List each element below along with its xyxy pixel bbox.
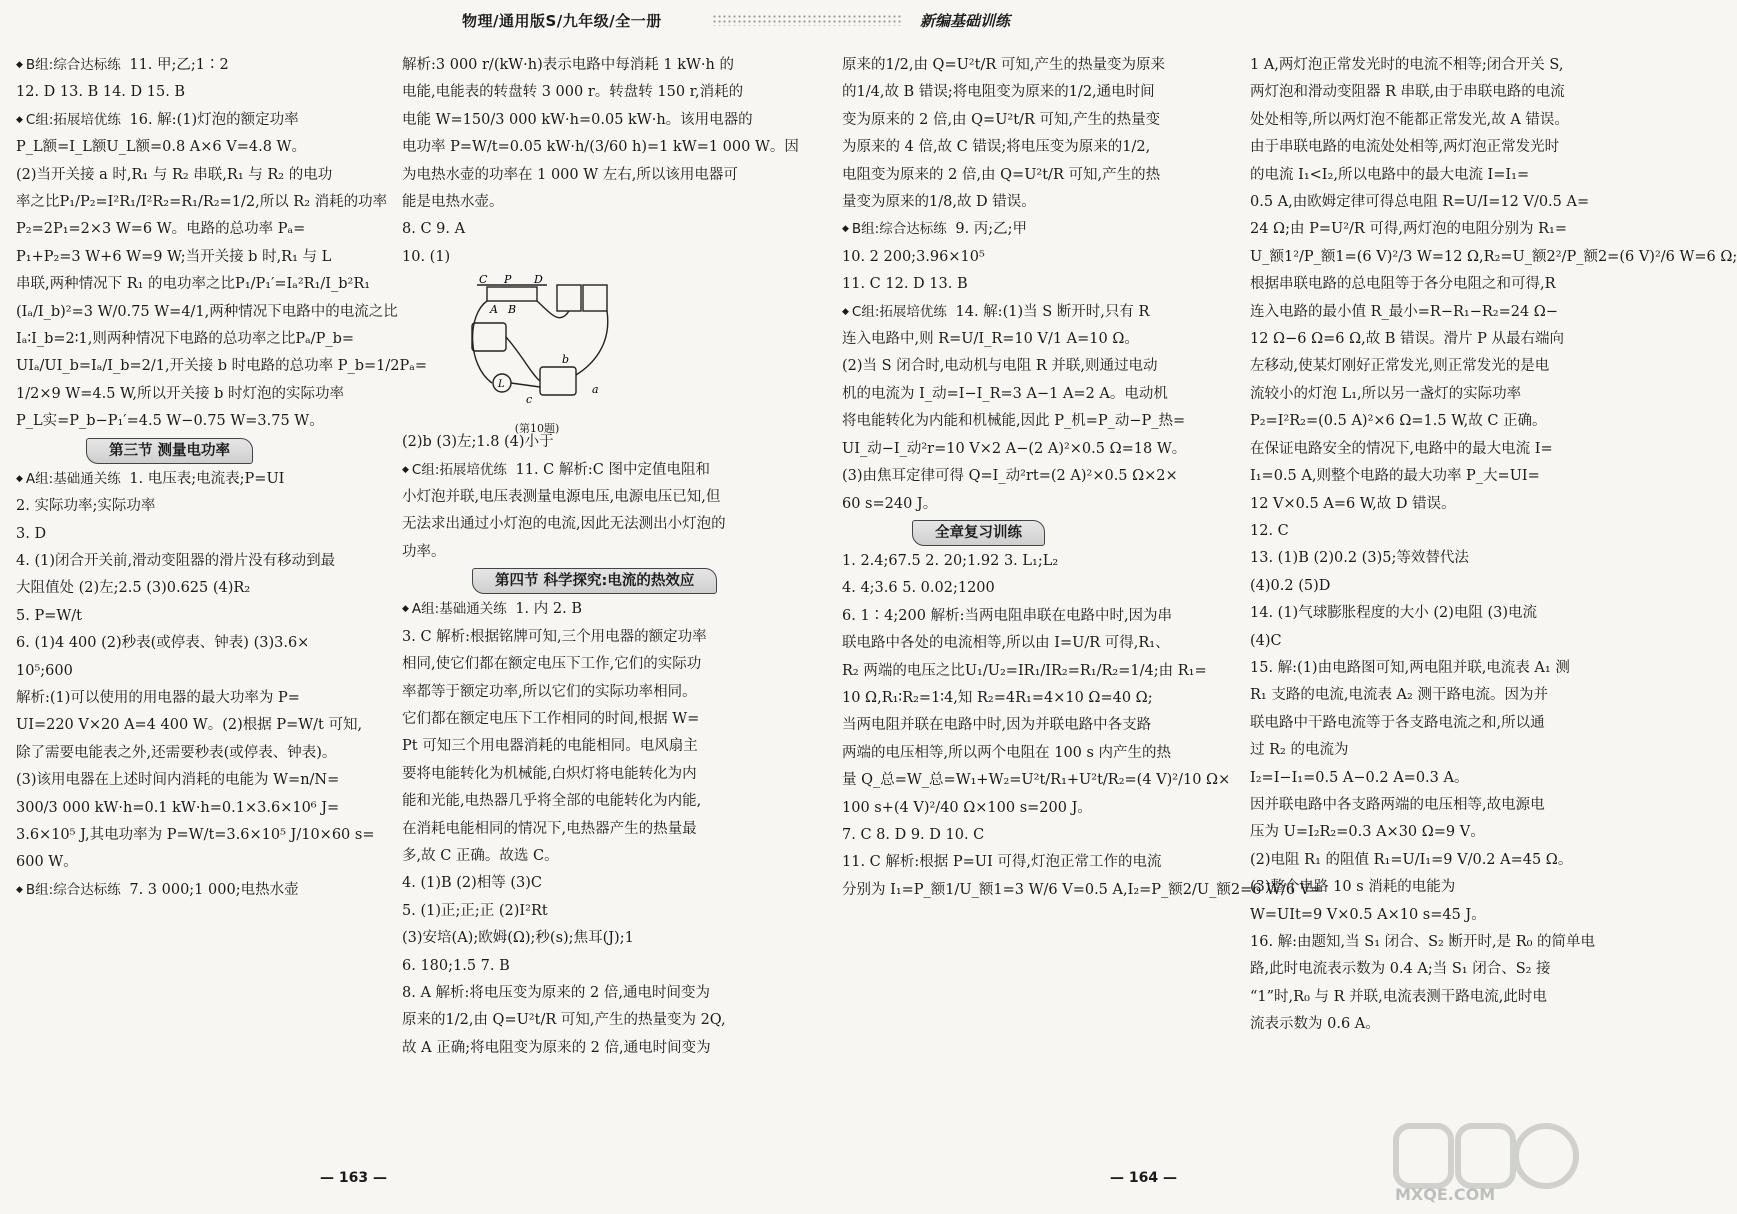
answer-line: 故 A 正确;将电阻变为原来的 2 倍,通电时间变为 — [402, 1039, 711, 1056]
answer-line: 要将电能转化为机械能,白炽灯将电能转化为内 — [402, 765, 697, 782]
answer-line: 4. (1)B (2)相等 (3)C — [402, 875, 543, 892]
answer-line: 电能 W=150/3 000 kW·h=0.05 kW·h。该用电器的 — [402, 111, 753, 128]
answer-line: 11. C 解析:根据 P=UI 可得,灯泡正常工作的电流 — [842, 854, 1162, 871]
answer-line: 联电路中干路电流等于各支路电流之和,所以通 — [1250, 714, 1545, 731]
answer-line: 分别为 I₁=P_额1/U_额1=3 W/6 V=0.5 A,I₂=P_额2/U_额2=6 W/6 V= — [842, 881, 1323, 898]
answer-line: 12. C — [1250, 522, 1289, 539]
answer-line: 15. 解:(1)由电路图可知,两电阻并联,电流表 A₁ 测 — [1250, 659, 1570, 676]
answer-line: Iₐ∶I_b=2∶1,则两种情况下电路的总功率之比Pₐ/P_b= — [16, 331, 355, 348]
answer-line: 为原来的 4 倍,故 C 错误;将电压变为原来的1/2, — [842, 139, 1151, 156]
answer-line: 1/2×9 W=4.5 W,所以开关接 b 时灯泡的实际功率 — [16, 385, 345, 402]
answer-line: W=UIt=9 V×0.5 A×10 s=45 J。 — [1250, 906, 1486, 923]
answer-line: I₁=0.5 A,则整个电路的最大功率 P_大=UI= — [1250, 468, 1540, 485]
group-tag: ◆ B组:综合达标练 — [842, 216, 951, 243]
answer-line: 连入电路中,则 R=U/I_R=10 V/1 A=10 Ω。 — [842, 331, 1139, 348]
rheostat-icon — [487, 287, 537, 301]
answer-line: 除了需要电能表之外,还需要秒表(或停表、钟表)。 — [16, 744, 337, 761]
answer-line: (3)由焦耳定律可得 Q=I_动²rt=(2 A)²×0.5 Ω×2× — [842, 468, 1178, 485]
answer-line: 解析:3 000 r/(kW·h)表示电路中每消耗 1 kW·h 的 — [402, 57, 734, 73]
answer-line: 10 Ω,R₁∶R₂=1∶4,知 R₂=4R₁=4×10 Ω=40 Ω; — [842, 689, 1153, 706]
answer-line: P₂=I²R₂=(0.5 A)²×6 Ω=1.5 W,故 C 正确。 — [1250, 413, 1547, 430]
answer-line — [16, 466, 386, 493]
answer-line: 1. 2.4;67.5 2. 20;1.92 3. L₁;L₂ — [842, 552, 1059, 569]
group-tag: ◆ C组:拓展培优练 — [402, 457, 511, 484]
page-header — [0, 0, 1600, 40]
answer-line — [842, 299, 1212, 326]
answer-line: (3)安培(A);欧姆(Ω);秒(s);焦耳(J);1 — [402, 930, 634, 947]
answer-line: 量 Q_总=W_总=W₁+W₂=U²t/R₁+U²t/R₂=(4 V)²/10 Ω× — [842, 772, 1231, 789]
group-tag: ◆ C组:拓展培优练 — [16, 107, 125, 134]
answer-line: 6. 180;1.5 7. B — [402, 957, 510, 974]
answer-line: U_额1²/P_额1=(6 V)²/3 W=12 Ω,R₂=U_额2²/P_额2=(6 V)²/6 W=6 Ω; — [1250, 248, 1737, 265]
section-title: 第三节 测量电功率 — [86, 438, 253, 464]
answer-line: 3. D — [16, 525, 47, 542]
answer-line: 10⁵;600 — [16, 662, 73, 679]
answer-line: 机的电流为 I_动=I−I_R=3 A−1 A=2 A。电动机 — [842, 385, 1168, 402]
answer-line: 5. (1)正;正;正 (2)I²Rt — [402, 902, 548, 919]
answer-line: 串联,两种情况下 R₁ 的电功率之比P₁/P₁′=Iₐ²R₁/I_b²R₁ — [16, 276, 371, 293]
answer-line — [842, 216, 1212, 243]
answer-line: (4)C — [1250, 632, 1282, 649]
answer-line: 为电热水壶的功率在 1 000 W 左右,所以该用电器可 — [402, 166, 738, 183]
answer-line: 12 Ω−6 Ω=6 Ω,故 B 错误。滑片 P 从最右端向 — [1250, 331, 1565, 348]
answer-line: 处处相等,所以两灯泡不能都正常发光,故 A 错误。 — [1250, 111, 1569, 128]
answer-line: 2. 实际功率;实际功率 — [16, 498, 156, 515]
answer-line: 路,此时电流表示数为 0.4 A;当 S₁ 闭合、S₂ 接 — [1250, 961, 1551, 978]
answer-line: 电功率 P=W/t=0.05 kW·h/(3/60 h)=1 kW=1 000 W。因 — [402, 139, 799, 156]
answer-line: 8. A 解析:将电压变为原来的 2 倍,通电时间变为 — [402, 984, 710, 1001]
circuit-figure — [462, 273, 612, 435]
answer-line: 8. C 9. A — [402, 221, 466, 238]
series-brand: 新编基础训练 — [920, 12, 1011, 30]
section-heading — [842, 518, 1212, 548]
answer-line: 600 W。 — [16, 854, 78, 871]
answer-line: 量变为原来的1/8,故 D 错误。 — [842, 194, 1036, 211]
answer-line — [402, 596, 772, 623]
book-title: 物理/通用版S/九年级/全一册 — [462, 12, 662, 30]
page-number-right: — 164 — — [1110, 1170, 1177, 1186]
answer-line: 相同,使它们都在额定电压下工作,它们的实际功 — [402, 656, 702, 673]
page-number-left: — 163 — — [320, 1170, 387, 1186]
answer-line: P_L额=I_L额U_L额=0.8 A×6 V=4.8 W。 — [16, 139, 306, 156]
answer-line: UI_动−I_动²r=10 V×2 A−(2 A)²×0.5 Ω=18 W。 — [842, 440, 1187, 457]
answer-line: 变为原来的 2 倍,由 Q=U²t/R 可知,产生的热量变 — [842, 111, 1161, 128]
answer-text: 1. 电压表;电流表;P=UI — [124, 470, 285, 487]
figure-caption: (第10题) — [514, 421, 560, 435]
answer-line: 10. (1) — [402, 248, 451, 265]
answer-line: 14. (1)气球膨胀程度的大小 (2)电阻 (3)电流 — [1250, 605, 1538, 622]
voltmeter-icon — [540, 367, 576, 395]
answer-line: 率之比P₁/P₂=I²R₁/I²R₂=R₁/R₂=1/2,所以 R₂ 消耗的功率 — [16, 194, 388, 211]
section-heading — [402, 566, 772, 596]
answer-line: 将电能转化为内能和机械能,因此 P_机=P_动−P_热= — [842, 413, 1186, 430]
battery-icon — [557, 285, 581, 311]
answer-line: 根据串联电路的总电阻等于各分电阻之和可得,R — [1250, 276, 1556, 293]
answer-line: 12. D 13. B 14. D 15. B — [16, 84, 186, 101]
group-tag: ◆ C组:拓展培优练 — [842, 299, 951, 326]
answer-line: 的电流 I₁<I₂,所以电路中的最大电流 I=I₁= — [1250, 166, 1530, 183]
answer-line: 压为 U=I₂R₂=0.3 A×30 Ω=9 V。 — [1250, 824, 1485, 841]
section-title: 第四节 科学探究:电流的热效应 — [472, 568, 717, 594]
section-heading — [16, 436, 386, 466]
answer-line: “1”时,R₀ 与 R 并联,电流表测干路电流,此时电 — [1250, 988, 1547, 1005]
answer-line: 由于串联电路的电流处处相等,两灯泡正常发光时 — [1250, 139, 1560, 156]
column-4 — [1250, 52, 1737, 1122]
answer-line: R₂ 两端的电压之比U₁/U₂=IR₁/IR₂=R₁/R₂=1/4;由 R₁= — [842, 662, 1207, 679]
answer-line: UIₐ/UI_b=Iₐ/I_b=2/1,开关接 b 时电路的总功率 P_b=1/2Pₐ= — [16, 358, 427, 375]
label-l: L — [498, 379, 505, 391]
answer-line — [16, 52, 386, 79]
circuit-diagram — [462, 275, 612, 411]
answer-line: 原来的1/2,由 Q=U²t/R 可知,产生的热量变为原来 — [842, 57, 1165, 73]
label-d: D — [534, 273, 543, 287]
answer-line: 电能,电能表的转盘转 3 000 r。转盘转 150 r,消耗的 — [402, 84, 744, 101]
answer-line: 能是电热水壶。 — [402, 194, 504, 211]
answer-line: (3)该用电器在上述时间内消耗的电能为 W=n/N= — [16, 772, 340, 789]
label-c: C — [479, 273, 488, 287]
answer-line: P₁+P₂=3 W+6 W=9 W;当开关接 b 时,R₁ 与 L — [16, 248, 332, 265]
answer-line: (2)当开关接 a 时,R₁ 与 R₂ 串联,R₁ 与 R₂ 的电功 — [16, 166, 333, 183]
answer-line: 12 V×0.5 A=6 W,故 D 错误。 — [1250, 495, 1456, 512]
answer-line: 60 s=240 J。 — [842, 495, 938, 512]
answer-line: 5. P=W/t — [16, 607, 82, 624]
column-2 — [402, 52, 799, 1122]
answer-line: 3.6×10⁵ J,其电功率为 P=W/t=3.6×10⁵ J/10×60 s= — [16, 826, 375, 843]
answer-line: 连入电路的最小值 R_最小=R−R₁−R₂=24 Ω− — [1250, 303, 1558, 320]
answer-line: (2)b (3)左;1.8 (4)小于 — [402, 434, 554, 451]
answer-line: 当两电阻并联在电路中时,因为并联电路中各支路 — [842, 717, 1152, 734]
answer-line: 过 R₂ 的电流为 — [1250, 742, 1349, 759]
group-tag: ◆ A组:基础通关练 — [402, 596, 511, 623]
answer-text: 9. 丙;乙;甲 — [950, 221, 1028, 238]
answer-line: 左移动,使某灯刚好正常发光,则正常发光的是电 — [1250, 358, 1550, 375]
label-c-lower: c — [526, 393, 533, 407]
answer-line: 6. (1)4 400 (2)秒表(或停表、钟表) (3)3.6× — [16, 635, 310, 652]
answer-line: UI=220 V×20 A=4 400 W。(2)根据 P=W/t 可知, — [16, 717, 363, 734]
answer-line — [16, 107, 386, 134]
answer-line: 16. 解:由题知,当 S₁ 闭合、S₂ 断开时,是 R₀ 的简单电 — [1250, 934, 1596, 950]
answer-line: P₂=2P₁=2×3 W=6 W。电路的总功率 Pₐ= — [16, 221, 306, 238]
section-title: 全章复习训练 — [912, 520, 1045, 546]
answer-line: P_L实=P_b−P₁′=4.5 W−0.75 W=3.75 W。 — [16, 413, 324, 430]
answer-text: 1. 内 2. B — [510, 601, 582, 618]
answer-text: 7. 3 000;1 000;电热水壶 — [124, 881, 299, 898]
group-tag: ◆ A组:基础通关练 — [16, 466, 125, 493]
answer-line: 3. C 解析:根据铭牌可知,三个用电器的额定功率 — [402, 628, 707, 645]
answer-text: 14. 解:(1)当 S 断开时,只有 R — [950, 303, 1150, 320]
answer-line: 0.5 A,由欧姆定律可得总电阻 R=U/I=12 V/0.5 A= — [1250, 194, 1590, 211]
watermark-text: MXQE.COM — [1395, 1185, 1496, 1204]
answer-line: (2)当 S 闭合时,电动机与电阻 R 并联,则通过电动 — [842, 358, 1158, 375]
answer-line: I₂=I−I₁=0.5 A−0.2 A=0.3 A。 — [1250, 769, 1469, 786]
answer-line: (Iₐ/I_b)²=3 W/0.75 W=4/1,两种情况下电路中的电流之比 — [16, 303, 398, 320]
answer-line: (2)电阻 R₁ 的阻值 R₁=U/I₁=9 V/0.2 A=45 Ω。 — [1250, 851, 1573, 868]
answer-line: 流较小的灯泡 L₁,所以另一盏灯的实际功率 — [1250, 385, 1522, 402]
answer-line: 两灯泡和滑动变阻器 R 串联,由于串联电路的电流 — [1250, 84, 1565, 101]
label-a-upper: A — [490, 303, 498, 317]
answer-line: 多,故 C 正确。故选 C。 — [402, 847, 559, 864]
answer-line: 因并联电路中各支路两端的电压相等,故电源电 — [1250, 796, 1545, 813]
answer-line: 在消耗电能相同的情况下,电热器产生的热量最 — [402, 820, 697, 837]
answer-line — [402, 457, 772, 484]
answer-text: 11. C 解析:C 图中定值电阻和 — [510, 461, 710, 478]
header-dot-pattern — [712, 14, 902, 26]
answer-line: 无法求出通过小灯泡的电流,因此无法测出小灯泡的 — [402, 516, 726, 533]
answer-line: 11. C 12. D 13. B — [842, 276, 968, 293]
answer-line: 原来的1/2,由 Q=U²t/R 可知,产生的热量变为 2Q, — [402, 1012, 726, 1029]
answer-line: (4)0.2 (5)D — [1250, 577, 1331, 594]
answer-line: 它们都在额定电压下工作相同的时间,根据 W= — [402, 710, 700, 727]
group-tag: ◆ B组:综合达标练 — [16, 52, 125, 79]
answer-line: 24 Ω;由 P=U²/R 可得,两灯泡的电阻分别为 R₁= — [1250, 221, 1568, 238]
answer-line: 在保证电路安全的情况下,电路中的最大电流 I= — [1250, 440, 1553, 457]
group-tag: ◆ B组:综合达标练 — [16, 877, 125, 904]
answer-line: 4. 4;3.6 5. 0.02;1200 — [842, 580, 995, 597]
answer-line: 联电路中各处的电流相等,所以由 I=U/R 可得,R₁、 — [842, 635, 1170, 652]
answer-line: 解析:(1)可以使用的用电器的最大功率为 P= — [16, 689, 300, 706]
answer-line: 300/3 000 kW·h=0.1 kW·h=0.1×3.6×10⁶ J= — [16, 799, 340, 816]
ammeter-icon — [472, 323, 506, 351]
answer-line: 4. (1)闭合开关前,滑动变阻器的滑片没有移动到最 — [16, 552, 336, 569]
answer-text: 11. 甲;乙;1∶2 — [124, 57, 229, 73]
label-b-upper: B — [508, 303, 517, 317]
answer-line: 能和光能,电热器几乎将全部的电能转化为内能, — [402, 793, 702, 810]
answer-line: 电阻变为原来的 2 倍,由 Q=U²t/R 可知,产生的热 — [842, 166, 1161, 183]
answer-line: 10. 2 200;3.96×10⁵ — [842, 248, 985, 265]
answer-line: R₁ 支路的电流,电流表 A₂ 测干路电流。因为并 — [1250, 687, 1548, 704]
answer-line: 大阻值处 (2)左;2.5 (3)0.625 (4)R₂ — [16, 580, 251, 597]
answer-line — [16, 877, 386, 904]
answer-line: 小灯泡并联,电压表测量电源电压,电源电压已知,但 — [402, 489, 721, 506]
answer-text: 16. 解:(1)灯泡的额定功率 — [124, 111, 299, 128]
answer-line: (3)整个电路 10 s 消耗的电能为 — [1250, 879, 1456, 896]
answer-line: 1 A,两灯泡正常发光时的电流不相等;闭合开关 S, — [1250, 57, 1564, 73]
answer-line: 7. C 8. D 9. D 10. C — [842, 826, 985, 843]
answer-line: 功率。 — [402, 543, 446, 560]
answer-line: Pt 可知三个用电器消耗的电能相同。电风扇主 — [402, 738, 698, 755]
label-b-lower: b — [562, 353, 570, 367]
answer-line: 流表示数为 0.6 A。 — [1250, 1016, 1380, 1033]
answer-line: 6. 1∶4;200 解析:当两电阻串联在电路中时,因为串 — [842, 607, 1173, 624]
answer-line: 100 s+(4 V)²/40 Ω×100 s=200 J。 — [842, 799, 1092, 816]
answer-line: 13. (1)B (2)0.2 (3)5;等效替代法 — [1250, 550, 1469, 567]
label-a-lower: a — [592, 383, 599, 397]
label-p: P — [504, 273, 512, 287]
answer-line: 率都等于额定功率,所以它们的实际功率相同。 — [402, 683, 697, 700]
answer-line: 两端的电压相等,所以两个电阻在 100 s 内产生的热 — [842, 744, 1172, 761]
answer-line: 的1/4,故 B 错误;将电阻变为原来的1/2,通电时间 — [842, 84, 1155, 101]
